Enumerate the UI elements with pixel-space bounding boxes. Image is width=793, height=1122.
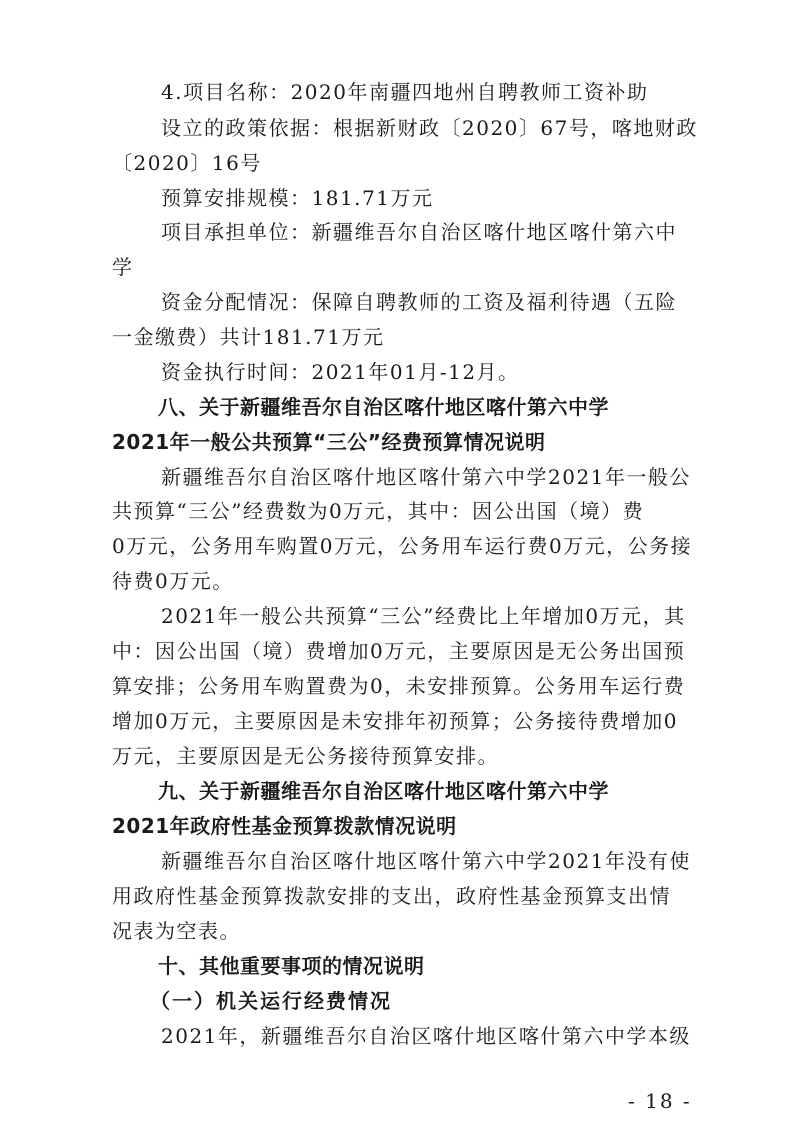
project-name-line: 4.项目名称：2020年南疆四地州自聘教师工资补助	[161, 80, 649, 104]
section-8-para-2-line: 2021年一般公共预算“三公”经费比上年增加0万元，其	[161, 604, 686, 628]
section-8-para-1-line: 新疆维吾尔自治区喀什地区喀什第六中学2021年一般公	[161, 465, 691, 489]
policy-basis-line-2: 〔2020〕16号	[112, 151, 262, 175]
section-9-para-1-line: 况表为空表。	[112, 919, 241, 943]
budget-scale-line: 预算安排规模：181.71万元	[161, 186, 434, 210]
section-8-para-2-line: 中：因公出国（境）费增加0万元，主要原因是无公务出国预	[112, 639, 686, 663]
section-8-para-1-line: 0万元，公务用车购置0万元，公务用车运行费0万元，公务接	[112, 534, 693, 558]
section-8-heading-line-1: 八、关于新疆维吾尔自治区喀什地区喀什第六中学	[158, 395, 609, 419]
section-10-heading: 十、其他重要事项的情况说明	[158, 954, 425, 978]
section-8-para-2-line: 万元，主要原因是无公务接待预算安排。	[112, 744, 499, 768]
responsible-unit-line-2: 学	[112, 255, 134, 279]
section-9-para-1-line: 用政府性基金预算拨款安排的支出，政府性基金预算支出情	[112, 884, 671, 908]
fund-allocation-line-1: 资金分配情况：保障自聘教师的工资及福利待遇（五险	[161, 290, 677, 314]
policy-basis-line-1: 设立的政策依据：根据新财政〔2020〕67号，喀地财政	[161, 116, 698, 140]
section-8-para-1-line: 待费0万元。	[112, 569, 234, 593]
section-8-para-1-line: 共预算“三公”经费数为0万元，其中：因公出国（境）费	[112, 499, 645, 523]
execution-time-line: 资金执行时间：2021年01月-12月。	[161, 360, 520, 384]
section-9-heading-line-2: 2021年政府性基金预算拨款情况说明	[112, 814, 457, 838]
section-10-sub-1-heading: （一）机关运行经费情况	[150, 989, 392, 1013]
responsible-unit-line-1: 项目承担单位：新疆维吾尔自治区喀什地区喀什第六中	[161, 220, 677, 244]
section-9-para-1-line: 新疆维吾尔自治区喀什地区喀什第六中学2021年没有使	[161, 849, 691, 873]
section-8-para-2-line: 算安排；公务用车购置费为0，未安排预算。公务用车运行费	[112, 674, 686, 698]
section-8-para-2-line: 增加0万元，主要原因是未安排年初预算；公务接待费增加0	[112, 709, 678, 733]
section-10-para-1-line: 2021年，新疆维吾尔自治区喀什地区喀什第六中学本级	[161, 1024, 691, 1048]
page-number: - 18 -	[628, 1089, 692, 1113]
fund-allocation-line-2: 一金缴费）共计181.71万元	[112, 325, 385, 349]
section-9-heading-line-1: 九、关于新疆维吾尔自治区喀什地区喀什第六中学	[158, 779, 609, 803]
section-8-heading-line-2: 2021年一般公共预算“三公”经费预算情况说明	[112, 430, 546, 454]
